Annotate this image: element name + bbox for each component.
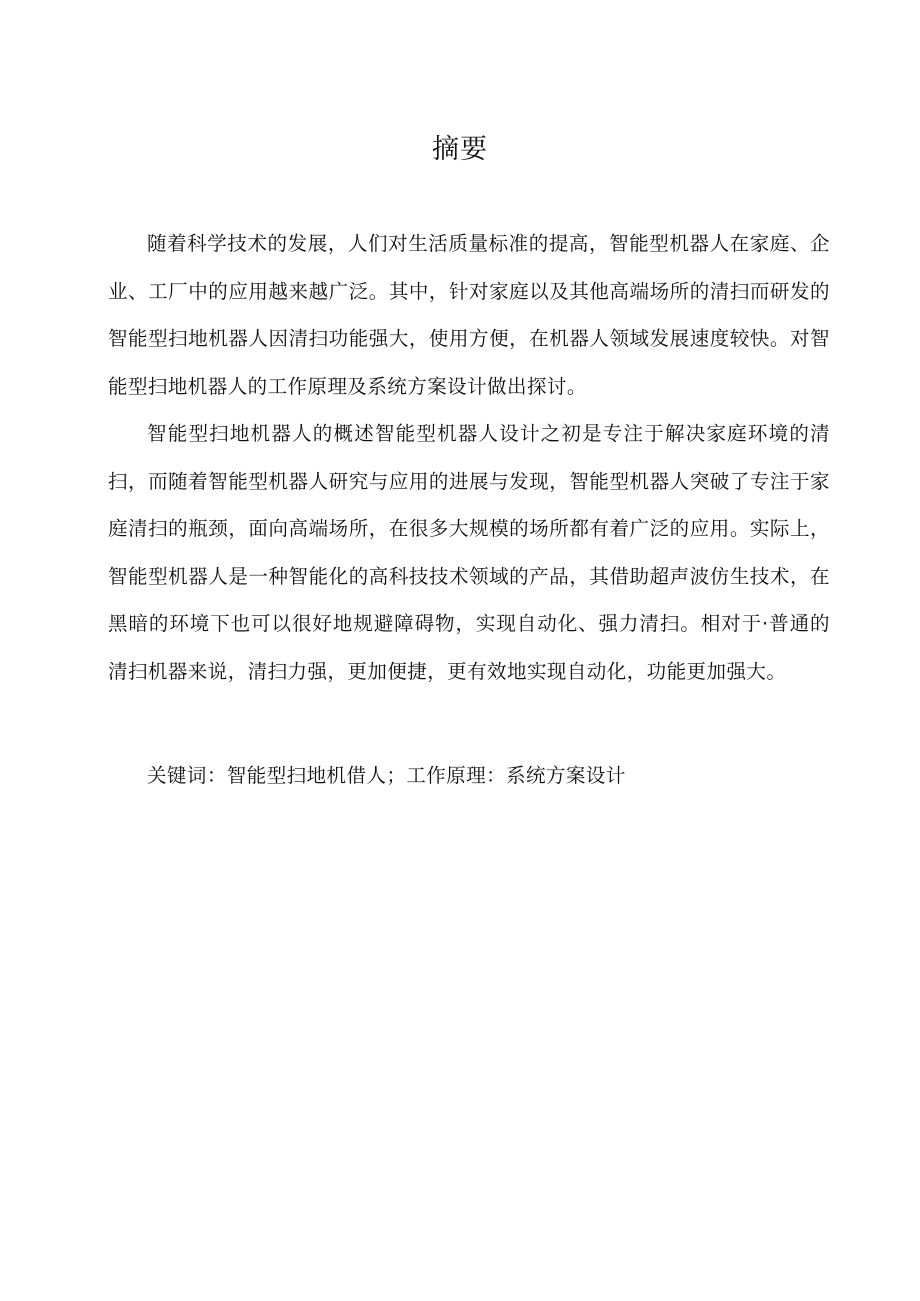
page-title: 摘要	[432, 134, 488, 165]
body-paragraph-1-container	[108, 220, 830, 410]
body-paragraph-2: 智能型扫地机器人的概述智能型机器人设计之初是专注于解决家庭环境的清扫，而随着智能型机器人研究与应用的进展与发现，智能型机器人突破了专注于家庭清扫的瓶颈，面向高端场所，在很多大规模的场所都有着广泛的应用。实际上，智能型机器人是一种智能化的高科技技术领域的产品，其借助超声波仿生技术，在黑暗的环境下也可以很好地规避障碍物，实现自动化、强力清扫。相对于·普通的清扫机器来说，清扫力强，更加便捷，更有效地实现自动化，功能更加强大。	[108, 422, 830, 683]
body-paragraph-1: 随着科学技术的发展，人们对生活质量标准的提高，智能型机器人在家庭、企业、工厂中的应用越来越广泛。其中，针对家庭以及其他高端场所的清扫而研发的智能型扫地机器人因清扫功能强大，使用方便，在机器人领域发展速度较快。对智能型扫地机器人的工作原理及系统方案设计做出探讨。	[108, 232, 830, 398]
keywords-line: 关键词：智能型扫地机借人；工作原理：系统方案设计	[147, 764, 626, 787]
body-paragraph-2-container	[108, 410, 830, 695]
